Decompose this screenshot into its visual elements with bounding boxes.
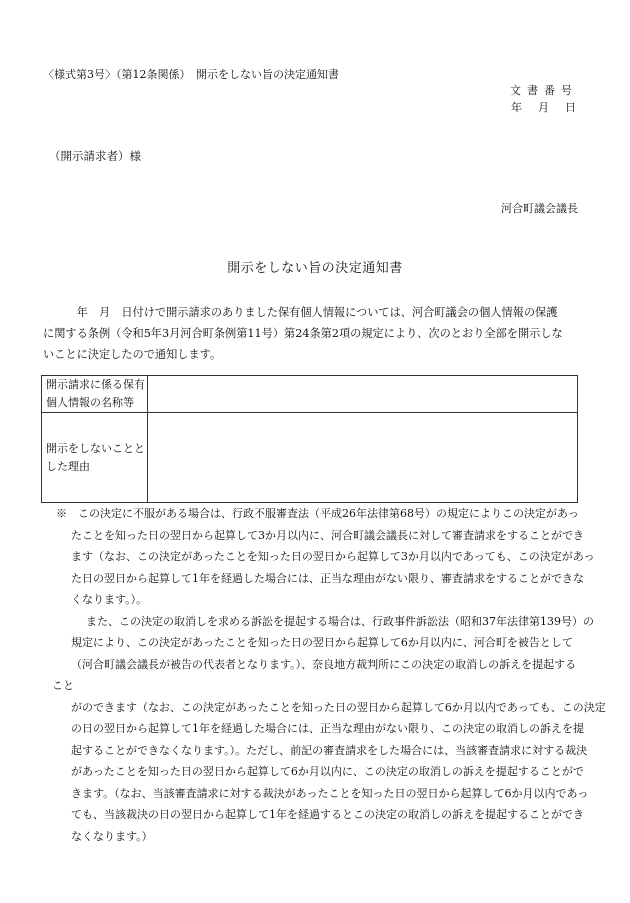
- table-label-line: 個人情報の名称等: [46, 396, 134, 409]
- info-name-label: [42, 376, 148, 413]
- body-paragraph: [43, 302, 583, 365]
- document-title: 開示をしない旨の決定通知書: [227, 261, 403, 276]
- notes-line: きます。（なお、当該審査請求に対する裁決があったことを知った日の翌日から起算して6か月以内であっ: [71, 786, 589, 800]
- date-year-label: 年: [511, 101, 524, 114]
- notes-line: ても、当該裁決の日の翌日から起算して1年を経過するとこの決定の取消しの訴えを提起することができ: [71, 808, 584, 821]
- reason-label: [42, 413, 148, 503]
- reason-value: [148, 413, 578, 503]
- table-row: [42, 376, 578, 413]
- notes-line: たことを知った日の翌日から起算して3か月以内に、河合町議会議長に対して審査請求をすることができ: [71, 528, 584, 542]
- notes-line: （河合町議会議長が被告の代表者となります。）、奈良地方裁判所にこの決定の取消しの訴えを提起する: [71, 657, 577, 671]
- notes-section: [52, 503, 606, 847]
- body-line: いことに決定したので通知します。: [43, 348, 222, 361]
- notes-line: くなります。）。: [71, 593, 148, 606]
- date-month-label: 月: [538, 101, 551, 114]
- notes-line: こと: [52, 679, 74, 692]
- table-label-line: 開示請求に係る保有: [46, 378, 145, 391]
- body-line: 年 月 日付けで開示請求のありました保有個人情報については、河合町議会の個人情報の保護: [43, 306, 558, 319]
- notes-line: なくなります。）: [71, 829, 153, 843]
- notes-line: ます（なお、この決定があったことを知った日の翌日から起算して3か月以内であっても、この決定があっ: [71, 550, 595, 563]
- table-label-line: 開示をしないことと: [46, 441, 145, 455]
- notes-line: ※ この決定に不服がある場合は、行政不服審査法（平成26年法律第68号）の規定によりこの決定があっ: [56, 507, 579, 520]
- notes-line: 起することができなくなります。）。ただし、前記の審査請求をした場合には、当該審査請求に対する裁決: [71, 743, 588, 757]
- info-table: [41, 375, 578, 503]
- sender-name: 河合町議会議長: [501, 202, 578, 215]
- notes-line: がのできます（なお、この決定があったことを知った日の翌日から起算して6か月以内であっても、この決定: [71, 700, 606, 714]
- notes-line: の日の翌日から起算して1年を経過した場合には、正当な理由がない限り、この決定の取消しの訴えを提: [71, 722, 584, 735]
- notes-line: 規定により、この決定があったことを知った日の翌日から起算して6か月以内に、河合町を被告として: [71, 636, 573, 649]
- document-date: [497, 99, 578, 115]
- form-label: 〈様式第3号〉（第12条関係） 開示をしない旨の決定通知書: [43, 68, 339, 81]
- table-row: [42, 413, 578, 503]
- document-number-label: 文書番号: [510, 84, 578, 97]
- notes-line: また、この決定の取消しを求める訴訟を提起する場合は、行政事件訴訟法（昭和37年法律第139号）の: [86, 614, 594, 628]
- info-name-value: [148, 376, 578, 413]
- body-line: に関する条例（令和5年3月河合町条例第11号）第24条第2項の規定により、次のとおり全部を開示しな: [43, 327, 563, 340]
- table-label-line: した理由: [46, 459, 90, 473]
- notes-line: た日の翌日から起算して1年を経過した場合には、正当な理由がない限り、審査請求をすることができな: [71, 571, 584, 585]
- date-day-label: 日: [565, 101, 578, 114]
- notes-line: があったことを知った日の翌日から起算して6か月以内に、この決定の取消しの訴えを提起することがで: [71, 765, 584, 778]
- recipient-name: （開示請求者）様: [49, 149, 141, 163]
